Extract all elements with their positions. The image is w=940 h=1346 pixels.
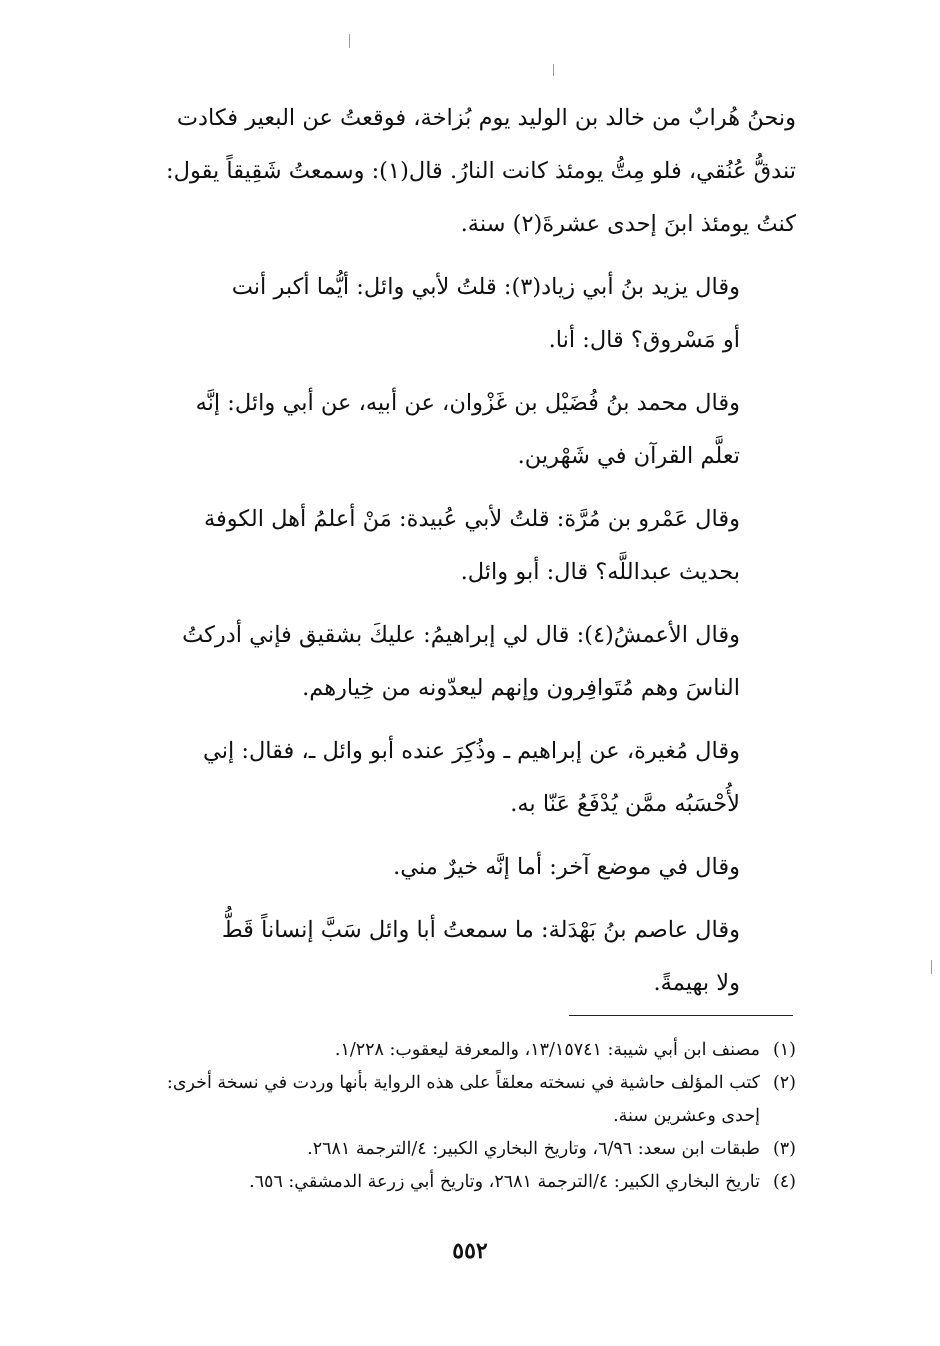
text-line: وقال الأعمشُ(٤): قال لي إبراهيمُ: عليكَ بشقيق فإني أدركتُ — [182, 622, 740, 648]
text-line: وقال محمد بنُ فُضَيْل بن غَزْوان، عن أبيه، عن أبي وائل: إنَّه — [195, 390, 740, 416]
footnote-number: (٢) — [772, 1073, 796, 1093]
scan-mark — [931, 960, 932, 974]
footnote-number: (١) — [772, 1040, 796, 1060]
paragraph — [94, 841, 796, 894]
paragraph — [94, 609, 796, 715]
text-line: وقال يزيد بنُ أبي زياد(٣): قلتُ لأبي وائل: أيُّما أكبر أنت — [231, 274, 740, 300]
paragraph — [94, 493, 796, 599]
paragraph — [94, 377, 796, 483]
footnote-number: (٤) — [772, 1172, 796, 1192]
main-text — [94, 92, 796, 1010]
scan-mark — [349, 34, 350, 48]
footnote-text: كتب المؤلف حاشية في نسخته معلقاً على هذه الرواية بأنها وردت في نسخة أخرى: — [166, 1073, 760, 1093]
scan-mark — [553, 64, 554, 76]
footnote — [84, 1067, 796, 1133]
text-line: وقال عَمْرو بن مُرَّة: قلتُ لأبي عُبيدة: مَنْ أعلمُ أهل الكوفة — [203, 506, 740, 532]
text-line: كنتُ يومئذ ابنَ إحدى عشرةَ(٢) سنة. — [460, 211, 796, 237]
footnote-number: (٣) — [772, 1139, 796, 1159]
footnotes — [84, 1034, 796, 1199]
text-line: بحديث عبداللَّه؟ قال: أبو وائل. — [460, 559, 740, 585]
paragraph — [94, 904, 796, 1010]
text-line: تعلَّم القرآن في شَهْرين. — [517, 443, 740, 469]
paragraph — [94, 261, 796, 367]
text-line: تندقُّ عُنُقي، فلو مِتُّ يومئذ كانت النارُ. قال(١): وسمعتُ شَقِيقاً يقول: — [166, 158, 796, 184]
footnote-divider — [569, 1015, 793, 1016]
footnote-text: إحدى وعشرين سنة. — [613, 1106, 760, 1126]
text-line: وقال مُغيرة، عن إبراهيم ـ وذُكِرَ عنده أبو وائل ـ، فقال: إني — [202, 738, 740, 764]
text-line: وقال في موضع آخر: أما إنَّه خيرٌ مني. — [393, 854, 740, 880]
footnote-text: مصنف ابن أبي شيبة: ١٣/١٥٧٤١، والمعرفة ليعقوب: ١/٢٢٨. — [334, 1040, 760, 1060]
text-line: أو مَسْروق؟ قال: أنا. — [548, 327, 740, 353]
page-number: ٥٥٢ — [452, 1238, 488, 1264]
text-line: ونحنُ هُرابٌ من خالد بن الوليد يوم بُزاخة، فوقعتُ عن البعير فكادت — [176, 105, 796, 131]
footnote-text: تاريخ البخاري الكبير: ٤/الترجمة ٢٦٨١، وتاريخ أبي زرعة الدمشقي: ٦٥٦. — [249, 1172, 760, 1192]
text-line: ولا بهيمةً. — [653, 970, 740, 996]
footnote — [84, 1034, 796, 1067]
text-line: الناسَ وهم مُتَوافِرون وإنهم ليعدّونه من خِيارهم. — [302, 675, 740, 701]
footnote-text: طبقات ابن سعد: ٦/٩٦، وتاريخ البخاري الكبير: ٤/الترجمة ٢٦٨١. — [307, 1139, 760, 1159]
footnote — [84, 1166, 796, 1199]
paragraph — [94, 92, 796, 251]
footnote — [84, 1133, 796, 1166]
paragraph — [94, 725, 796, 831]
text-line: وقال عاصم بنُ بَهْدَلة: ما سمعتُ أبا وائل سَبَّ إنساناً قَطُّ — [221, 917, 740, 943]
text-line: لأُحْسَبُه ممَّن يُدْفَعُ عَنّا به. — [510, 791, 740, 817]
